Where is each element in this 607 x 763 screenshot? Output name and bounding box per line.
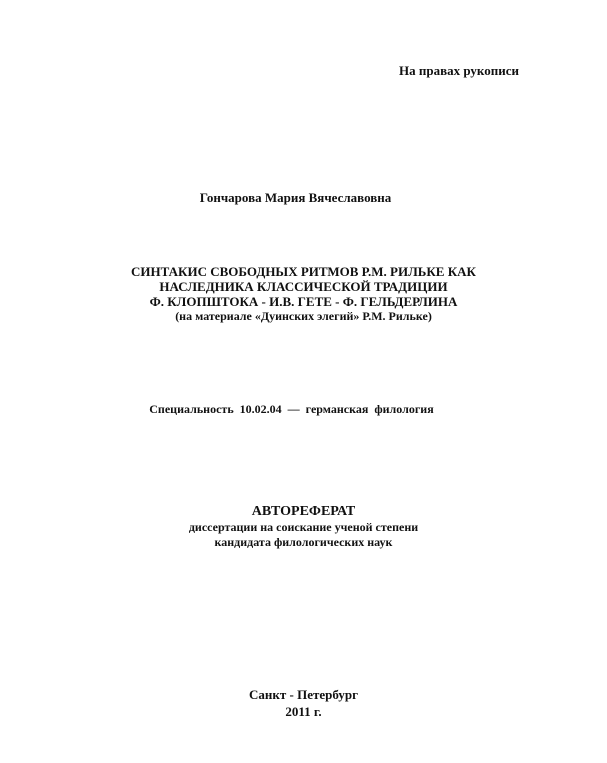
place-and-year [0, 686, 607, 720]
abstract-line-2: кандидата филологических наук [214, 535, 393, 549]
year: 2011 г. [285, 704, 322, 719]
title-line-1: СИНТАКИС СВОБОДНЫХ РИТМОВ Р.М. РИЛЬКЕ КАК [131, 264, 476, 279]
title-line-2: НАСЛЕДНИКА КЛАССИЧЕСКОЙ ТРАДИЦИИ [159, 279, 448, 294]
city: Санкт - Петербург [249, 687, 358, 702]
manuscript-notice: На правах рукописи [399, 63, 519, 78]
specialty-line: Специальность 10.02.04 — германская филология [149, 402, 434, 416]
dissertation-title [0, 264, 607, 324]
abstract-heading: АВТОРЕФЕРАТ [251, 504, 356, 519]
abstract-line-1: диссертации на соискание ученой степени [188, 520, 419, 534]
title-line-3: Ф. КЛОПШТОКА - И.В. ГЕТЕ - Ф. ГЕЛЬДЕРЛИНА [149, 294, 458, 309]
title-subline: (на материале «Дуинских элегий» Р.М. Рильке) [175, 309, 432, 323]
abstract-block [0, 504, 607, 550]
author-name: Гончарова Мария Вячеславовна [199, 190, 392, 205]
